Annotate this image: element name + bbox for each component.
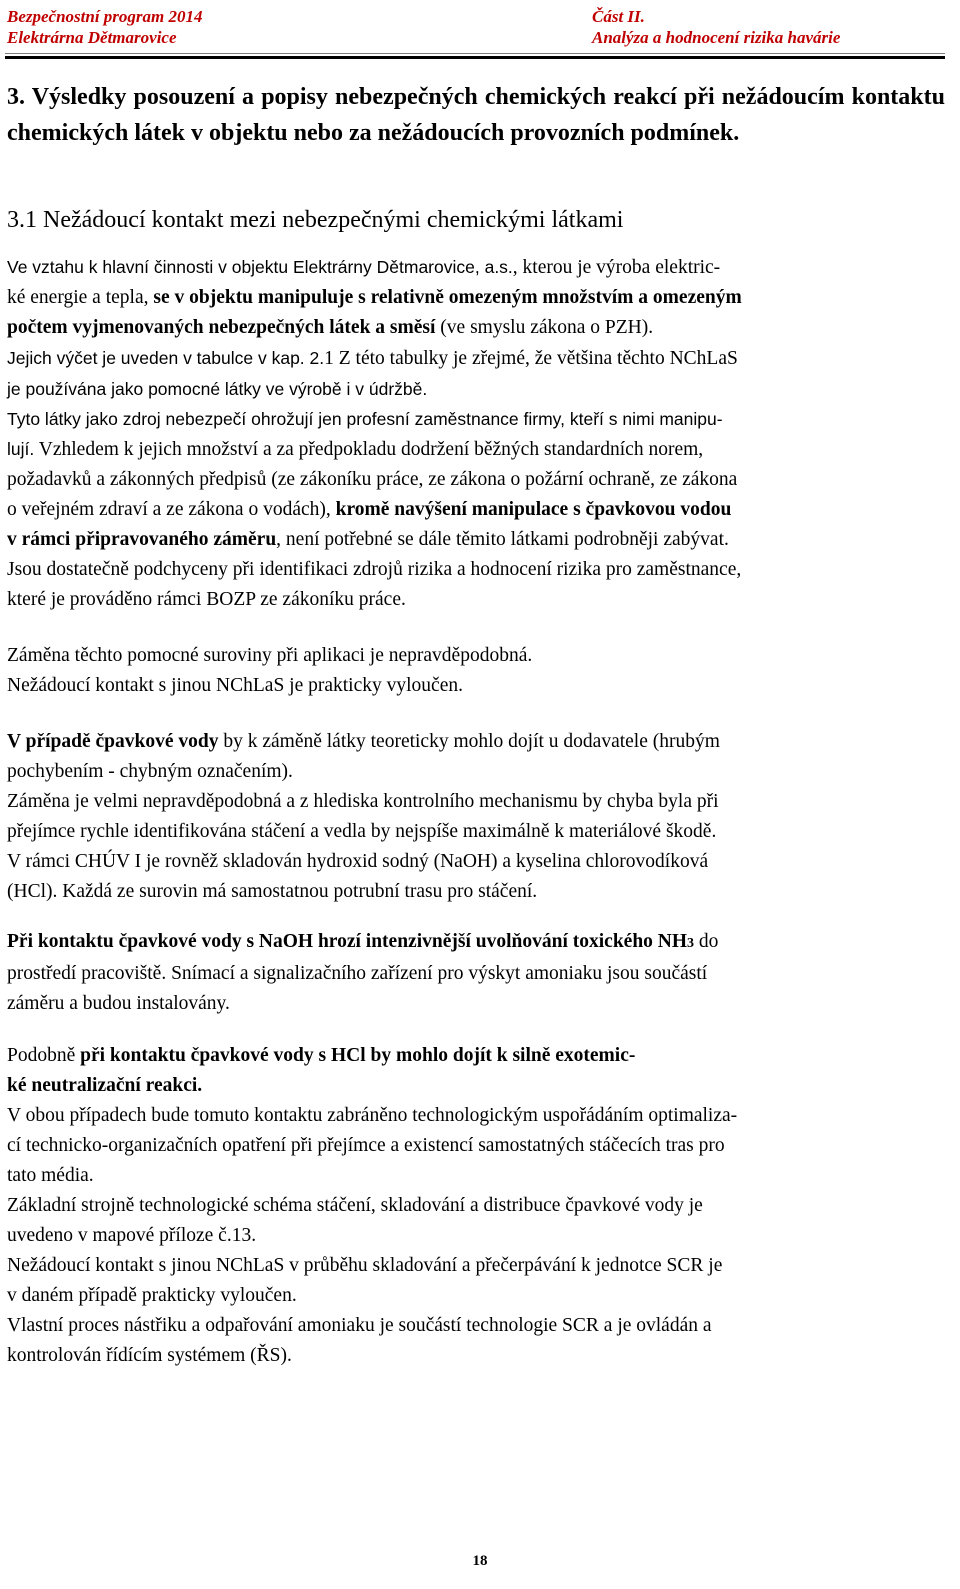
text-line: (HCl). Každá ze surovin má samostatnou potrubní trasu pro stáčení. (7, 881, 538, 902)
paragraph-hcl-contact: Podobně při kontaktu čpavkové vody s HCl by mohlo dojít k silně exotemic- ké neutralizační reakci. V obou případech bude tomuto kontaktu zabráněno technologickým uspořádáním optimaliza- cí technicko-organizačních opatření při přejímce a existencí samostatných stáčecích tras pro tato média. Základní strojně technologické schéma stáčení, skladování a distribuce čpavkové vody je uvedeno v mapové příloze č.13. Nežádoucí kontakt s jinou NChLaS v průběhu skladování a přečerpávání k jednotce SCR je v daném případě prakticky vyloučen. Vlastní proces nástřiku a odpařování amoniaku je součástí technologie SCR a je ovládán a kontrolován řídícím systémem (ŘS). (7, 1041, 945, 1371)
page-number: 18 (472, 1553, 488, 1569)
text-line: uvedeno v mapové příloze č.13. (7, 1225, 257, 1246)
text-line: Nežádoucí kontakt s jinou NChLaS je prakticky vyloučen. (7, 675, 463, 696)
header-right (592, 6, 840, 48)
text-line: Jsou dostatečně podchyceny při identifikaci zdrojů rizika a hodnocení rizika pro zaměstnance, (7, 559, 742, 580)
text-line: V rámci CHÚV I je rovněž skladován hydroxid sodný (NaOH) a kyselina chlorovodíková (7, 851, 709, 872)
text-line: přejímce rychle identifikována stáčení a vedla by nejspíše maximálně k materiálové škodě. (7, 821, 717, 842)
text-line: pochybením - chybným označením). (7, 761, 293, 782)
text-line: V případě čpavkové vody (7, 731, 219, 752)
text-line: Ve vztahu k hlavní činnosti v objektu Elektrárny Dětmarovice, a.s., kterou je výroba elektric- (7, 257, 721, 278)
text-line: Vzhledem k jejich množství a za předpokladu dodržení běžných standardních norem, (34, 439, 704, 460)
header-part: Část II. (592, 7, 645, 26)
text-line: které je prováděno rámci BOZP ze zákoníku práce. (7, 589, 406, 610)
text-line: Tyto látky jako zdroj nebezpečí ohrožují jen profesní zaměstnance firmy, kteří s nimi manipu- (7, 409, 723, 429)
text-line: ké energie a tepla, se v objektu manipuluje s relativně omezeným množstvím a omezeným (7, 287, 742, 308)
text-line: Nežádoucí kontakt s jinou NChLaS v průběhu skladování a přečerpávání k jednotce SCR je (7, 1255, 723, 1276)
text-line: Jejich výčet je uveden v tabulce v kap. 2. (7, 348, 325, 368)
text-line: v daném případě prakticky vyloučen. (7, 1285, 297, 1306)
text-line: počtem vyjmenovaných nebezpečných látek a směsí (7, 317, 436, 338)
subsection-title: 3.1 Nežádoucí kontakt mezi nebezpečnými chemickými látkami (7, 207, 624, 233)
text-line: V obou případech bude tomuto kontaktu zabráněno technologickým uspořádáním optimaliza- (7, 1105, 738, 1126)
header-program: Bezpečnostní program 2014 (7, 7, 203, 26)
header-left (7, 6, 203, 48)
text-line: při kontaktu čpavkové vody s HCl by mohlo dojít k silně exotemic- (80, 1045, 636, 1066)
text-line: Základní strojně technologické schéma stáčení, skladování a distribuce čpavkové vody je (7, 1195, 703, 1216)
section-title: 3. Výsledky posouzení a popisy nebezpečných chemických reakcí při nežádoucím kontaktu chemických látek v objektu nebo za nežádoucích provozních podmínek. (7, 84, 945, 146)
text-line: tato média. (7, 1165, 94, 1186)
header-part-title: Analýza a hodnocení rizika havárie (592, 28, 841, 47)
text-line: kromě navýšení manipulace s čpavkovou vodou (335, 499, 732, 520)
text-line: prostředí pracoviště. Snímací a signalizačního zařízení pro výskyt amoniaku jsou součástí (7, 963, 708, 984)
header-divider-thin (5, 53, 945, 54)
paragraph-substitution (7, 641, 945, 701)
header-divider-thick (5, 56, 945, 59)
text-line: kontrolován řídícím systémem (ŘS). (7, 1345, 292, 1366)
paragraph-naoh-contact: Při kontaktu čpavkové vody s NaOH hrozí intenzivnější uvolňování toxického NH3 do prostředí pracoviště. Snímací a signalizačního zařízení pro výskyt amoniaku jsou součástí záměru a budou instalovány. (7, 927, 945, 1019)
text-line: Při kontaktu čpavkové vody s NaOH hrozí intenzivnější uvolňování toxického NH (7, 931, 688, 952)
text-line: , není potřebné se dále těmito látkami podrobněji zabývat. (276, 529, 729, 550)
text-line: Záměna těchto pomocné suroviny při aplikaci je nepravděpodobná. (7, 645, 533, 666)
text-line: Vlastní proces nástřiku a odpařování amoniaku je součástí technologie SCR a je ovládán a (7, 1315, 712, 1336)
text-line: požadavků a zákonných předpisů (ze zákoníku práce, ze zákona o požární ochraně, ze zákona (7, 469, 738, 490)
text-line: záměru a budou instalovány. (7, 993, 230, 1014)
paragraph-context: Ve vztahu k hlavní činnosti v objektu Elektrárny Dětmarovice, a.s., kterou je výroba elektric- ké energie a tepla, se v objektu manipuluje s relativně omezeným množstvím a omezeným počtem vyjmenovaných nebezpečných látek a směsí (ve smyslu zákona o PZH). Jejich výčet je uveden v tabulce v kap. 2.1 Z této tabulky je zřejmé, že většina těchto NChLaS je používána jako pomocné látky ve výrobě i v údržbě. Tyto látky jako zdroj nebezpečí ohrožují jen profesní zaměstnance firmy, kteří s nimi manipu- lují. Vzhledem k jejich množství a za předpokladu dodržení běžných standardních norem, požadavků a zákonných předpisů (ze zákoníku práce, ze zákona o požární ochraně, ze zákona o veřejném zdraví a ze zákona o vodách), kromě navýšení manipulace s čpavkovou vodou v rámci připravovaného záměru, není potřebné se dále těmito látkami podrobněji zabývat. Jsou dostatečně podchyceny při identifikaci zdrojů rizika a hodnocení rizika pro zaměstnance, které je prováděno rámci BOZP ze zákoníku práce. (7, 252, 945, 615)
text-line: Záměna je velmi nepravděpodobná a z hlediska kontrolního mechanismu by chyba byla při (7, 791, 719, 812)
header-plant: Elektrárna Dětmarovice (7, 28, 177, 47)
text-line: ké neutralizační reakci. (7, 1075, 203, 1096)
text-line: cí technicko-organizačních opatření při přejímce a existencí samostatných stáčecích tras pro (7, 1135, 725, 1156)
text-line: je používána jako pomocné látky ve výrobě i v údržbě. (7, 379, 428, 399)
paragraph-ammonia-water: V případě čpavkové vody by k záměně látky teoreticky mohlo dojít u dodavatele (hrubým pochybením - chybným označením). Záměna je velmi nepravděpodobná a z hlediska kontrolního mechanismu by chyba byla při přejímce rychle identifikována stáčení a vedla by nejspíše maximálně k materiálové škodě. V rámci CHÚV I je rovněž skladován hydroxid sodný (NaOH) a kyselina chlorovodíková (HCl). Každá ze surovin má samostatnou potrubní trasu pro stáčení. (7, 727, 945, 907)
